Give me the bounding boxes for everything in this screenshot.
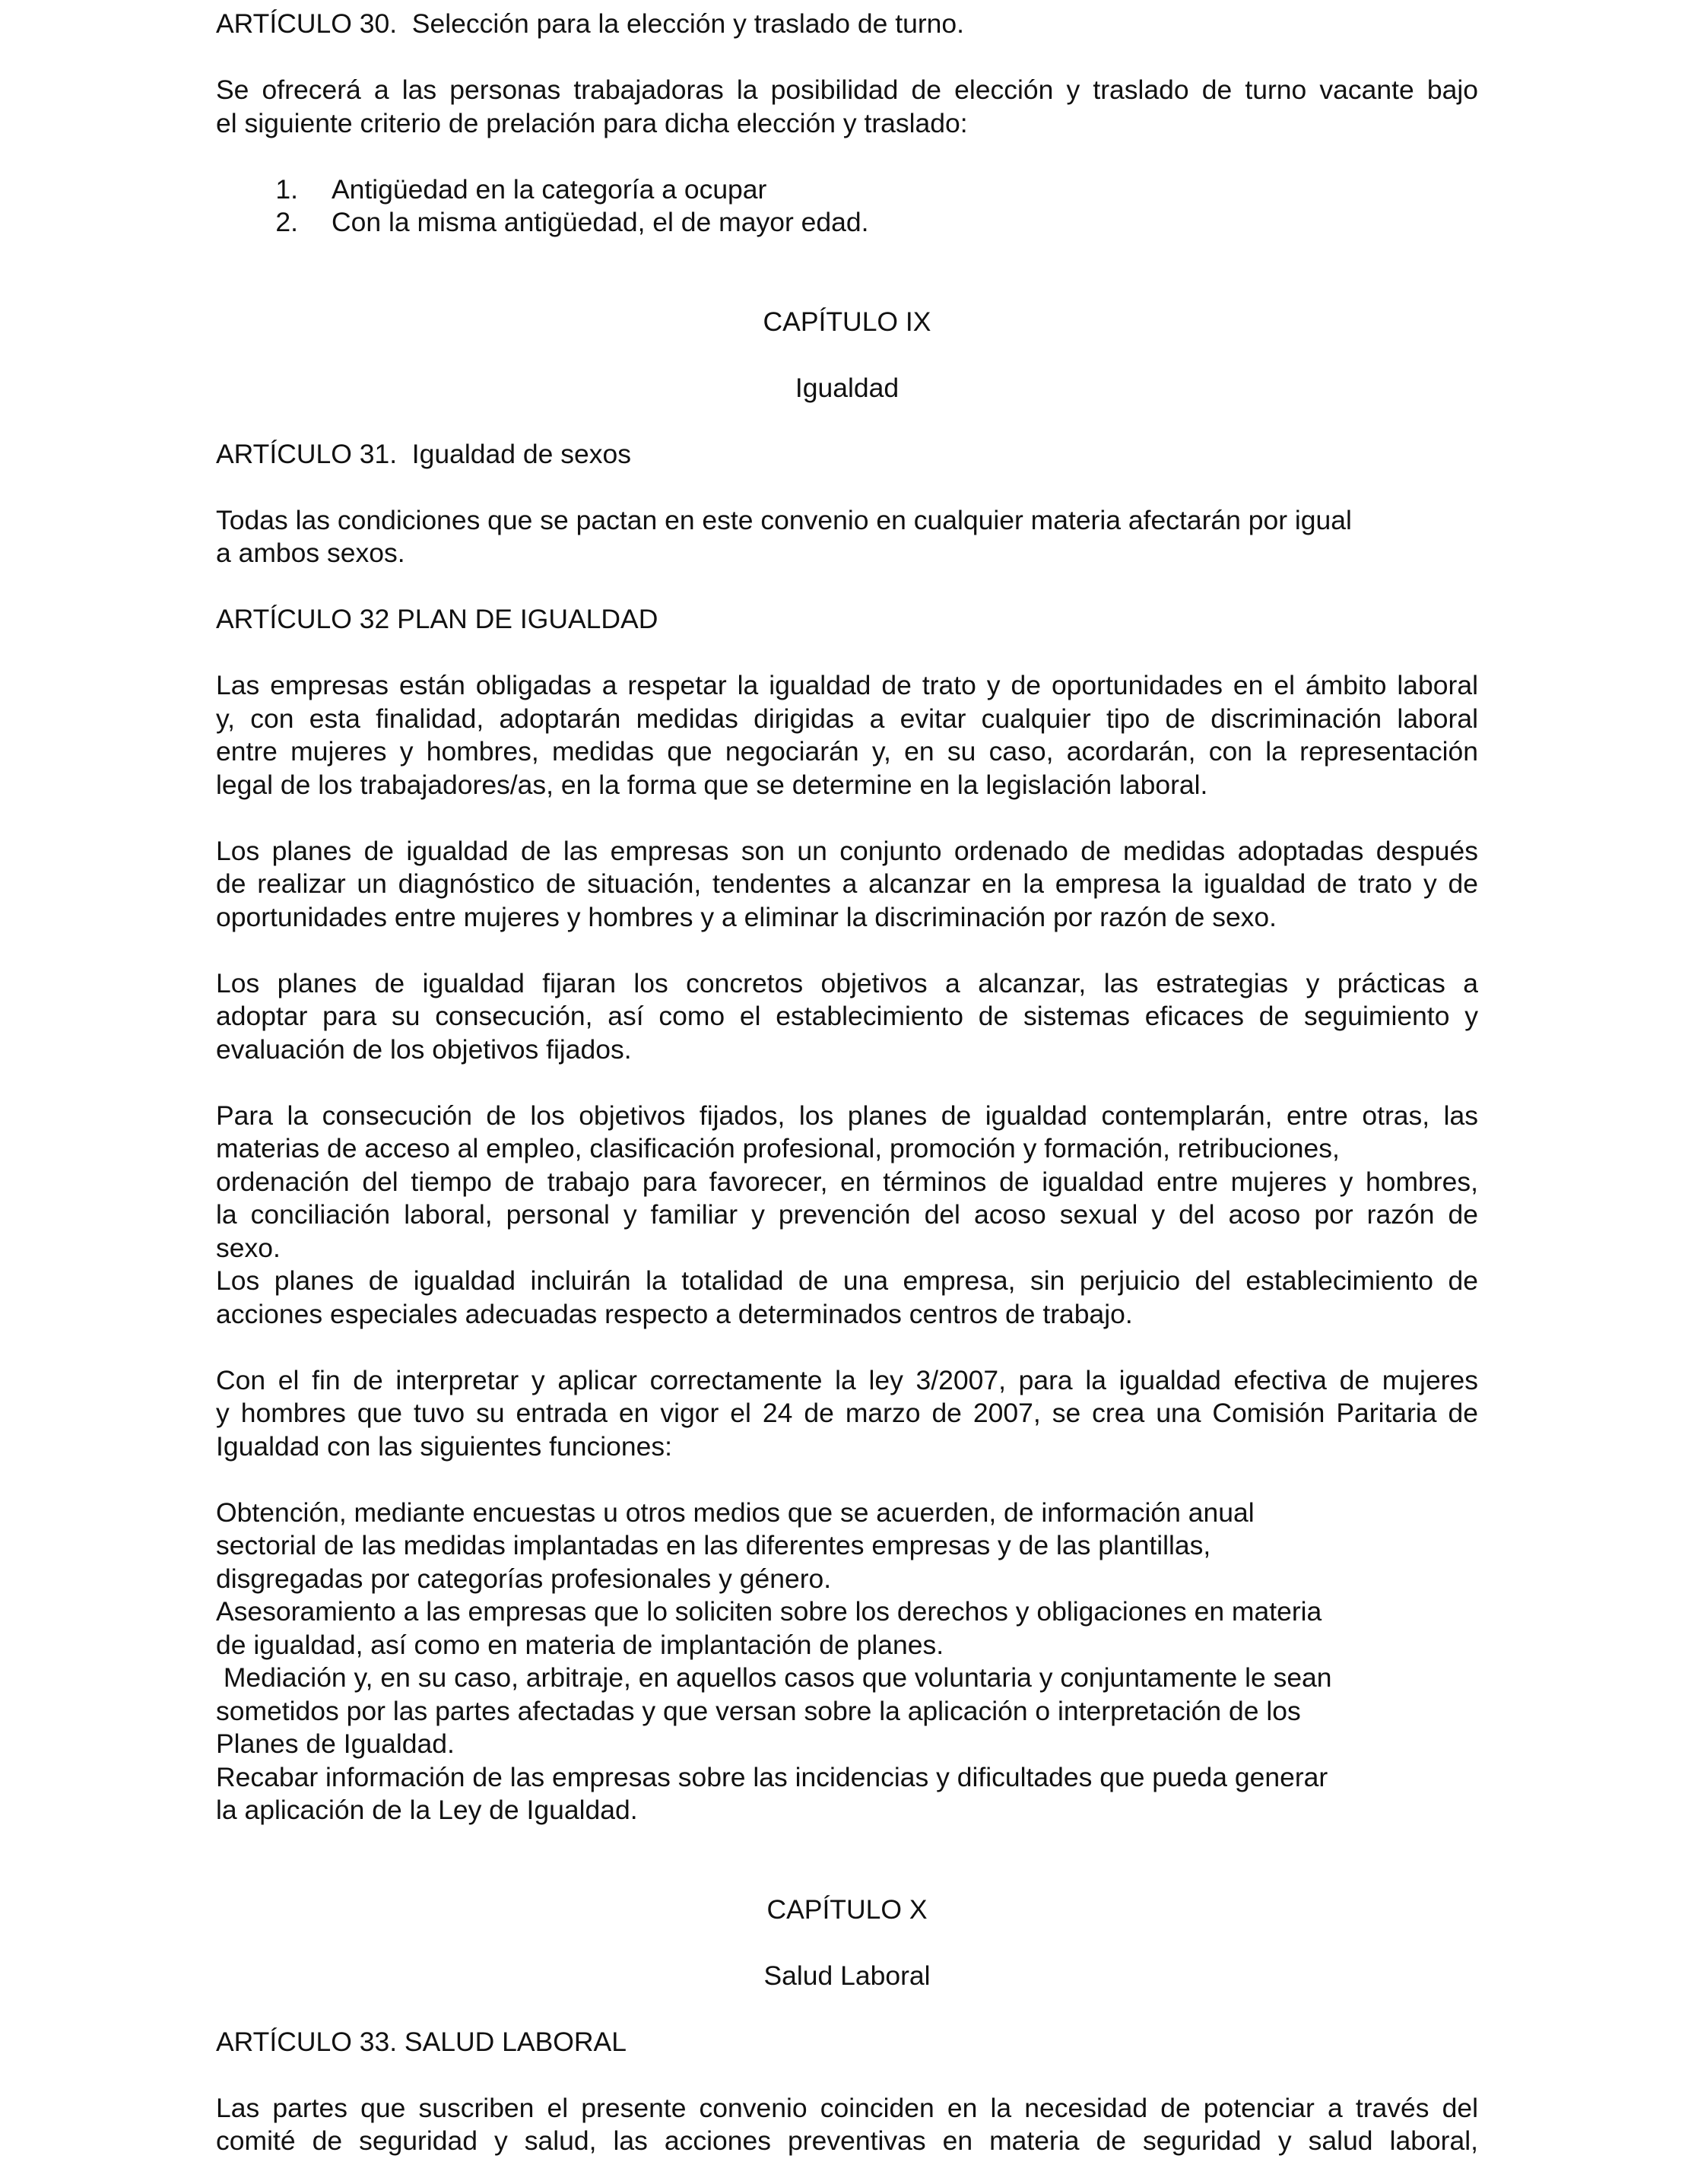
article-32-function-line: sometidos por las partes afectadas y que versan sobre la aplicación o interpretación de los: [216, 1695, 1301, 1726]
article-32-function-line: Planes de Igualdad.: [216, 1728, 455, 1759]
article-32-text-line: evaluación de los objetivos fijados.: [216, 1033, 632, 1065]
chapter-9-subtitle: Igualdad: [795, 372, 900, 403]
article-30-text-line: el siguiente criterio de prelación para dicha elección y traslado:: [216, 107, 968, 138]
article-32-text-line: de realizar un diagnóstico de situación, tendentes a alcanzar en la empresa la igualdad de trato y de: [216, 868, 1478, 899]
article-32-text-line: Los planes de igualdad de las empresas son un conjunto ordenado de medidas adoptadas después: [216, 835, 1478, 866]
article-32-text-line: entre mujeres y hombres, medidas que negociarán y, en su caso, acordarán, con la representación: [216, 736, 1478, 767]
article-32-text-line: legal de los trabajadores/as, en la forma que se determine en la legislación laboral.: [216, 769, 1208, 800]
chapter-10-subtitle: Salud Laboral: [763, 1960, 931, 1991]
article-32-text-line: Los planes de igualdad fijaran los concretos objetivos a alcanzar, las estrategias y prácticas a: [216, 967, 1478, 998]
article-32-text-line: Las empresas están obligadas a respetar la igualdad de trato y de oportunidades en el ámbito laboral: [216, 670, 1478, 700]
article-31-text-line: a ambos sexos.: [216, 538, 405, 568]
article-30-criteria-list: [216, 173, 1478, 240]
list-item-text: Antigüedad en la categoría a ocupar: [332, 173, 767, 205]
article-32-text-line: acciones especiales adecuadas respecto a determinados centros de trabajo.: [216, 1298, 1133, 1329]
chapter-9-title: CAPÍTULO IX: [763, 306, 931, 337]
article-30-text-line: Se ofrecerá a las personas trabajadoras la posibilidad de elección y traslado de turno vacante bajo: [216, 75, 1478, 105]
article-32-text-line: ordenación del tiempo de trabajo para favorecer, en términos de igualdad entre mujeres y hombres,: [216, 1166, 1478, 1197]
article-33-heading: ARTÍCULO 33. SALUD LABORAL: [216, 2026, 627, 2057]
article-32-function-line: Asesoramiento a las empresas que lo soliciten sobre los derechos y obligaciones en materia: [216, 1596, 1322, 1627]
article-32-text-line: Con el fin de interpretar y aplicar correctamente la ley 3/2007, para la igualdad efectiva de mujeres: [216, 1364, 1478, 1395]
article-32-function-line: disgregadas por categorías profesionales y género.: [216, 1563, 832, 1594]
article-31-heading: ARTÍCULO 31. Igualdad de sexos: [216, 438, 631, 469]
article-30-heading: ARTÍCULO 30. Selección para la elección y traslado de turno.: [216, 8, 964, 39]
list-item-text: Con la misma antigüedad, el de mayor edad.: [332, 207, 869, 237]
article-32-text-line: Igualdad con las siguientes funciones:: [216, 1430, 672, 1462]
article-32-function-line: Obtención, mediante encuestas u otros medios que se acuerden, de información anual: [216, 1497, 1255, 1528]
chapter-10-title: CAPÍTULO X: [766, 1894, 928, 1925]
list-item-number: 1.: [275, 173, 298, 205]
article-32-text-line: sexo.: [216, 1232, 281, 1263]
article-33-text-line: Las partes que suscriben el presente convenio coinciden en la necesidad de potenciar a través del: [216, 2092, 1478, 2123]
list-item: [216, 173, 1478, 207]
list-item-number: 2.: [275, 207, 298, 237]
article-32-text-line: y, con esta finalidad, adoptarán medidas dirigidas a evitar cualquier tipo de discriminación laboral: [216, 703, 1478, 734]
article-33-text-line: comité de seguridad y salud, las acciones preventivas en materia de seguridad y salud laboral,: [216, 2125, 1478, 2156]
article-32-text-line: adoptar para su consecución, así como el establecimiento de sistemas eficaces de seguimiento y: [216, 1001, 1478, 1031]
article-32-text-line: Para la consecución de los objetivos fijados, los planes de igualdad contemplarán, entre otras, las: [216, 1100, 1478, 1131]
article-32-text-line: materias de acceso al empleo, clasificación profesional, promoción y formación, retribuciones,: [216, 1133, 1340, 1163]
article-32-text-line: la conciliación laboral, personal y familiar y prevención del acoso sexual y del acoso por razón de: [216, 1199, 1478, 1230]
article-32-text-line: oportunidades entre mujeres y hombres y a eliminar la discriminación por razón de sexo.: [216, 901, 1277, 932]
article-32-function-line: Recabar información de las empresas sobre las incidencias y dificultades que pueda generar: [216, 1761, 1328, 1792]
list-item: [216, 206, 1478, 240]
article-31-text-line: Todas las condiciones que se pactan en este convenio en cualquier materia afectarán por igual: [216, 504, 1352, 535]
document-page: [216, 8, 1478, 2158]
article-32-function-line: Mediación y, en su caso, arbitraje, en aquellos casos que voluntaria y conjuntamente le sean: [216, 1662, 1332, 1693]
article-32-heading: ARTÍCULO 32 PLAN DE IGUALDAD: [216, 604, 658, 634]
article-32-function-line: sectorial de las medidas implantadas en las diferentes empresas y de las plantillas,: [216, 1530, 1211, 1560]
article-32-function-line: la aplicación de la Ley de Igualdad.: [216, 1795, 638, 1825]
article-32-text-line: Los planes de igualdad incluirán la totalidad de una empresa, sin perjuicio del establecimiento de: [216, 1265, 1478, 1296]
article-32-text-line: y hombres que tuvo su entrada en vigor el 24 de marzo de 2007, se crea una Comisión Paritaria de: [216, 1398, 1478, 1428]
article-32-function-line: de igualdad, así como en materia de implantación de planes.: [216, 1629, 944, 1660]
